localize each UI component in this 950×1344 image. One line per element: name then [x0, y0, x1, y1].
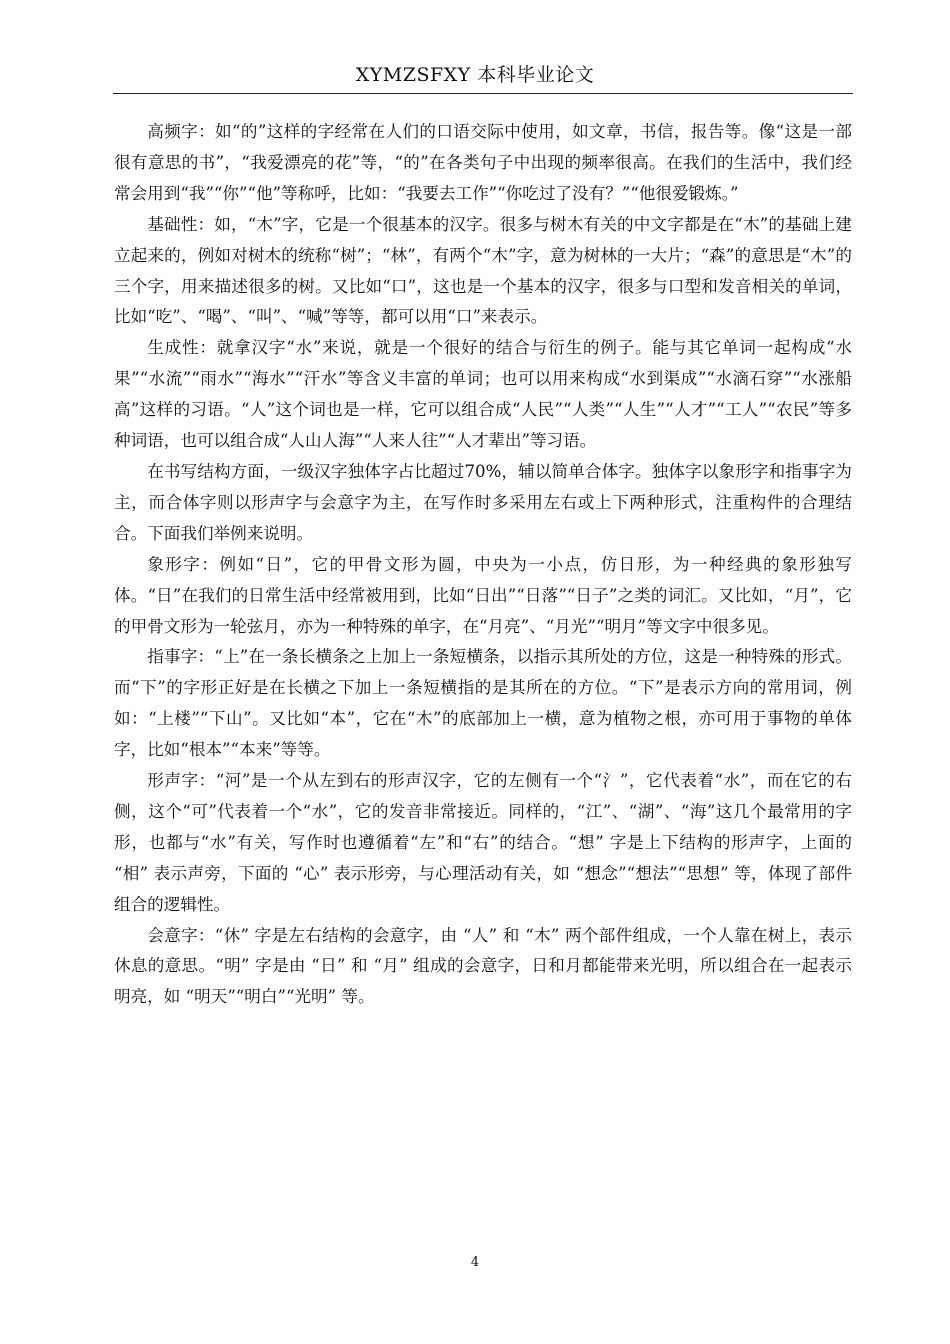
paragraph-structure: 在书写结构方面，一级汉字独体字占比超过70%，辅以简单合体字。独体字以象形字和指事字为主，而合体字则以形声字与会意字为主，在写作时多采用左右或上下两种形式，注重构件的合理结合。下面我们举例来说明。: [114, 461, 852, 543]
paragraph-phono-semantic: 形声字：“河”是一个从左到右的形声汉字，它的左侧有一个“氵”，它代表着“水”，而在它的右侧，这个“可”代表着一个“水”，它的发音非常接近。同样的，“江”、“湖”、“海”这几个最常用的字形，也都与“水”有关，写作时也遵循着“左”和“右”的结合。“想” 字是上下结构的形声字，上面的 “相” 表示声旁，下面的 “心” 表示形旁，与心理活动有关，如 “想念”“想法”“思想” 等，体现了部件组合的逻辑性。: [114, 771, 852, 914]
paragraph-compound-ideographic: 会意字：“休” 字是左右结构的会意字，由 “人” 和 “木” 两个部件组成，一个人靠在树上，表示休息的意思。“明” 字是由 “日” 和 “月” 组成的会意字，日和月都能带来光明，所以组合在一起表示明亮，如 “明天”“明白”“光明” 等。: [114, 925, 852, 1007]
page-header-title: XYMZSFXY 本科毕业论文: [355, 64, 595, 86]
paragraph-generative: 生成性：就拿汉字“水”来说，就是一个很好的结合与衍生的例子。能与其它单词一起构成“水果”“水流”“雨水”“海水”“汗水”等含义丰富的单词；也可以用来构成“水到渠成”“水滴石穿”“水涨船高”这样的习语。“人”这个词也是一样，它可以组合成“人民”“人类”“人生”“人才”“工人”“农民”等多种词语，也可以组合成“人山人海”“人来人往”“人才辈出”等习语。: [114, 338, 852, 451]
paragraph-basic: 基础性：如，“木”字，它是一个很基本的汉字。很多与树木有关的中文字都是在“木”的基础上建立起来的，例如对树木的统称“树”；“林”，有两个“木”字，意为树林的一大片；“森”的意思是“木”的三个字，用来描述很多的树。又比如“口”，这也是一个基本的汉字，很多与口型和发音相关的单词，比如“吃”、“喝”、“叫”、“喊”等等，都可以用“口”来表示。: [114, 214, 852, 327]
paragraph-pictographic: 象形字：例如“日”，它的甲骨文形为圆，中央为一小点，仿日形，为一种经典的象形独写体。“日”在我们的日常生活中经常被用到，比如“日出”“日落”“日子”之类的词汇。又比如，“月”，它的甲骨文形为一轮弦月，亦为一种特殊的单字，在“月亮”、“月光”“明月”等文字中很多见。: [114, 554, 852, 636]
paragraph-indicative: 指事字：“上”在一条长横条之上加上一条短横条，以指示其所处的方位，这是一种特殊的形式。而“下”的字形正好是在长横之下加上一条短横指的是其所在的方位。“下”是表示方向的常用词，例如：“上楼”“下山”。又比如“本”，它在“木”的底部加上一横，意为植物之根，亦可用于事物的单体字，比如“根本”“本来”等等。: [114, 647, 852, 760]
header-divider: [113, 93, 853, 94]
document-body: [114, 117, 852, 1013]
page-number: 4: [470, 1255, 480, 1270]
paragraph-high-frequency: 高频字：如“的”这样的字经常在人们的口语交际中使用，如文章，书信，报告等。像“这是一部很有意思的书”，“我爱漂亮的花”等，“的”在各类句子中出现的频率很高。在我们的生活中，我们经常会用到“我”“你”“他”等称呼，比如：“我要去工作”“你吃过了没有？”“他很爱锻炼。”: [114, 122, 852, 203]
